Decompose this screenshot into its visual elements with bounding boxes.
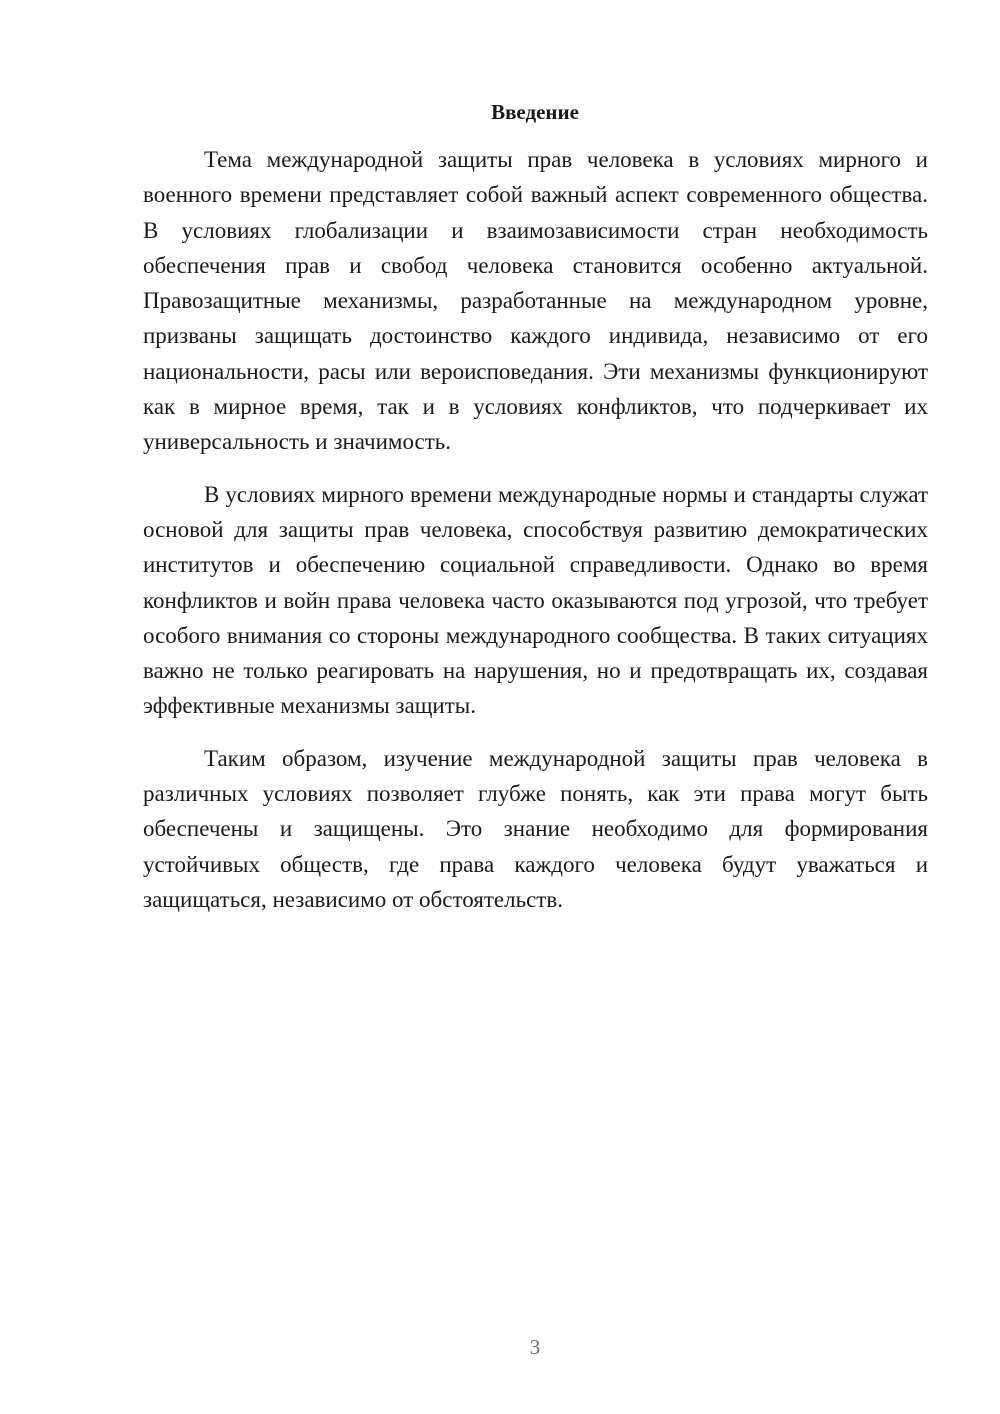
paragraph-1: Тема международной защиты прав человека в условиях мирного и военного времени представляет собой важный аспект современного общества. В условиях глобализации и взаимозависимости стран необходимость обеспечения прав и свобод человека становится особенно актуальной. Правозащитные механизмы, разработанные на международном уровне, призваны защищать достоинство каждого индивида, независимо от его национальности, расы или вероисповедания. Эти механизмы функционируют как в мирное время, так и в условиях конфликтов, что подчеркивает их универсальность и значимость. [143,147,928,455]
page-number: 3 [529,1335,541,1359]
section-heading: Введение [491,100,579,124]
body-text [143,142,928,934]
paragraph-3: Таким образом, изучение международной защиты прав человека в различных условиях позволяет глубже понять, как эти права могут быть обеспечены и защищены. Это знание необходимо для формирования устойчивых обществ, где права каждого человека будут уважаться и защищаться, независимо от обстоятельств. [143,745,928,912]
paragraph-2: В условиях мирного времени международные нормы и стандарты служат основой для защиты прав человека, способствуя развитию демократических институтов и обеспечению социальной справедливости. Однако во время конфликтов и войн права человека часто оказываются под угрозой, что требует особого внимания со стороны международного сообщества. В таких ситуациях важно не только реагировать на нарушения, но и предотвращать их, создавая эффективные механизмы защиты. [143,481,928,719]
